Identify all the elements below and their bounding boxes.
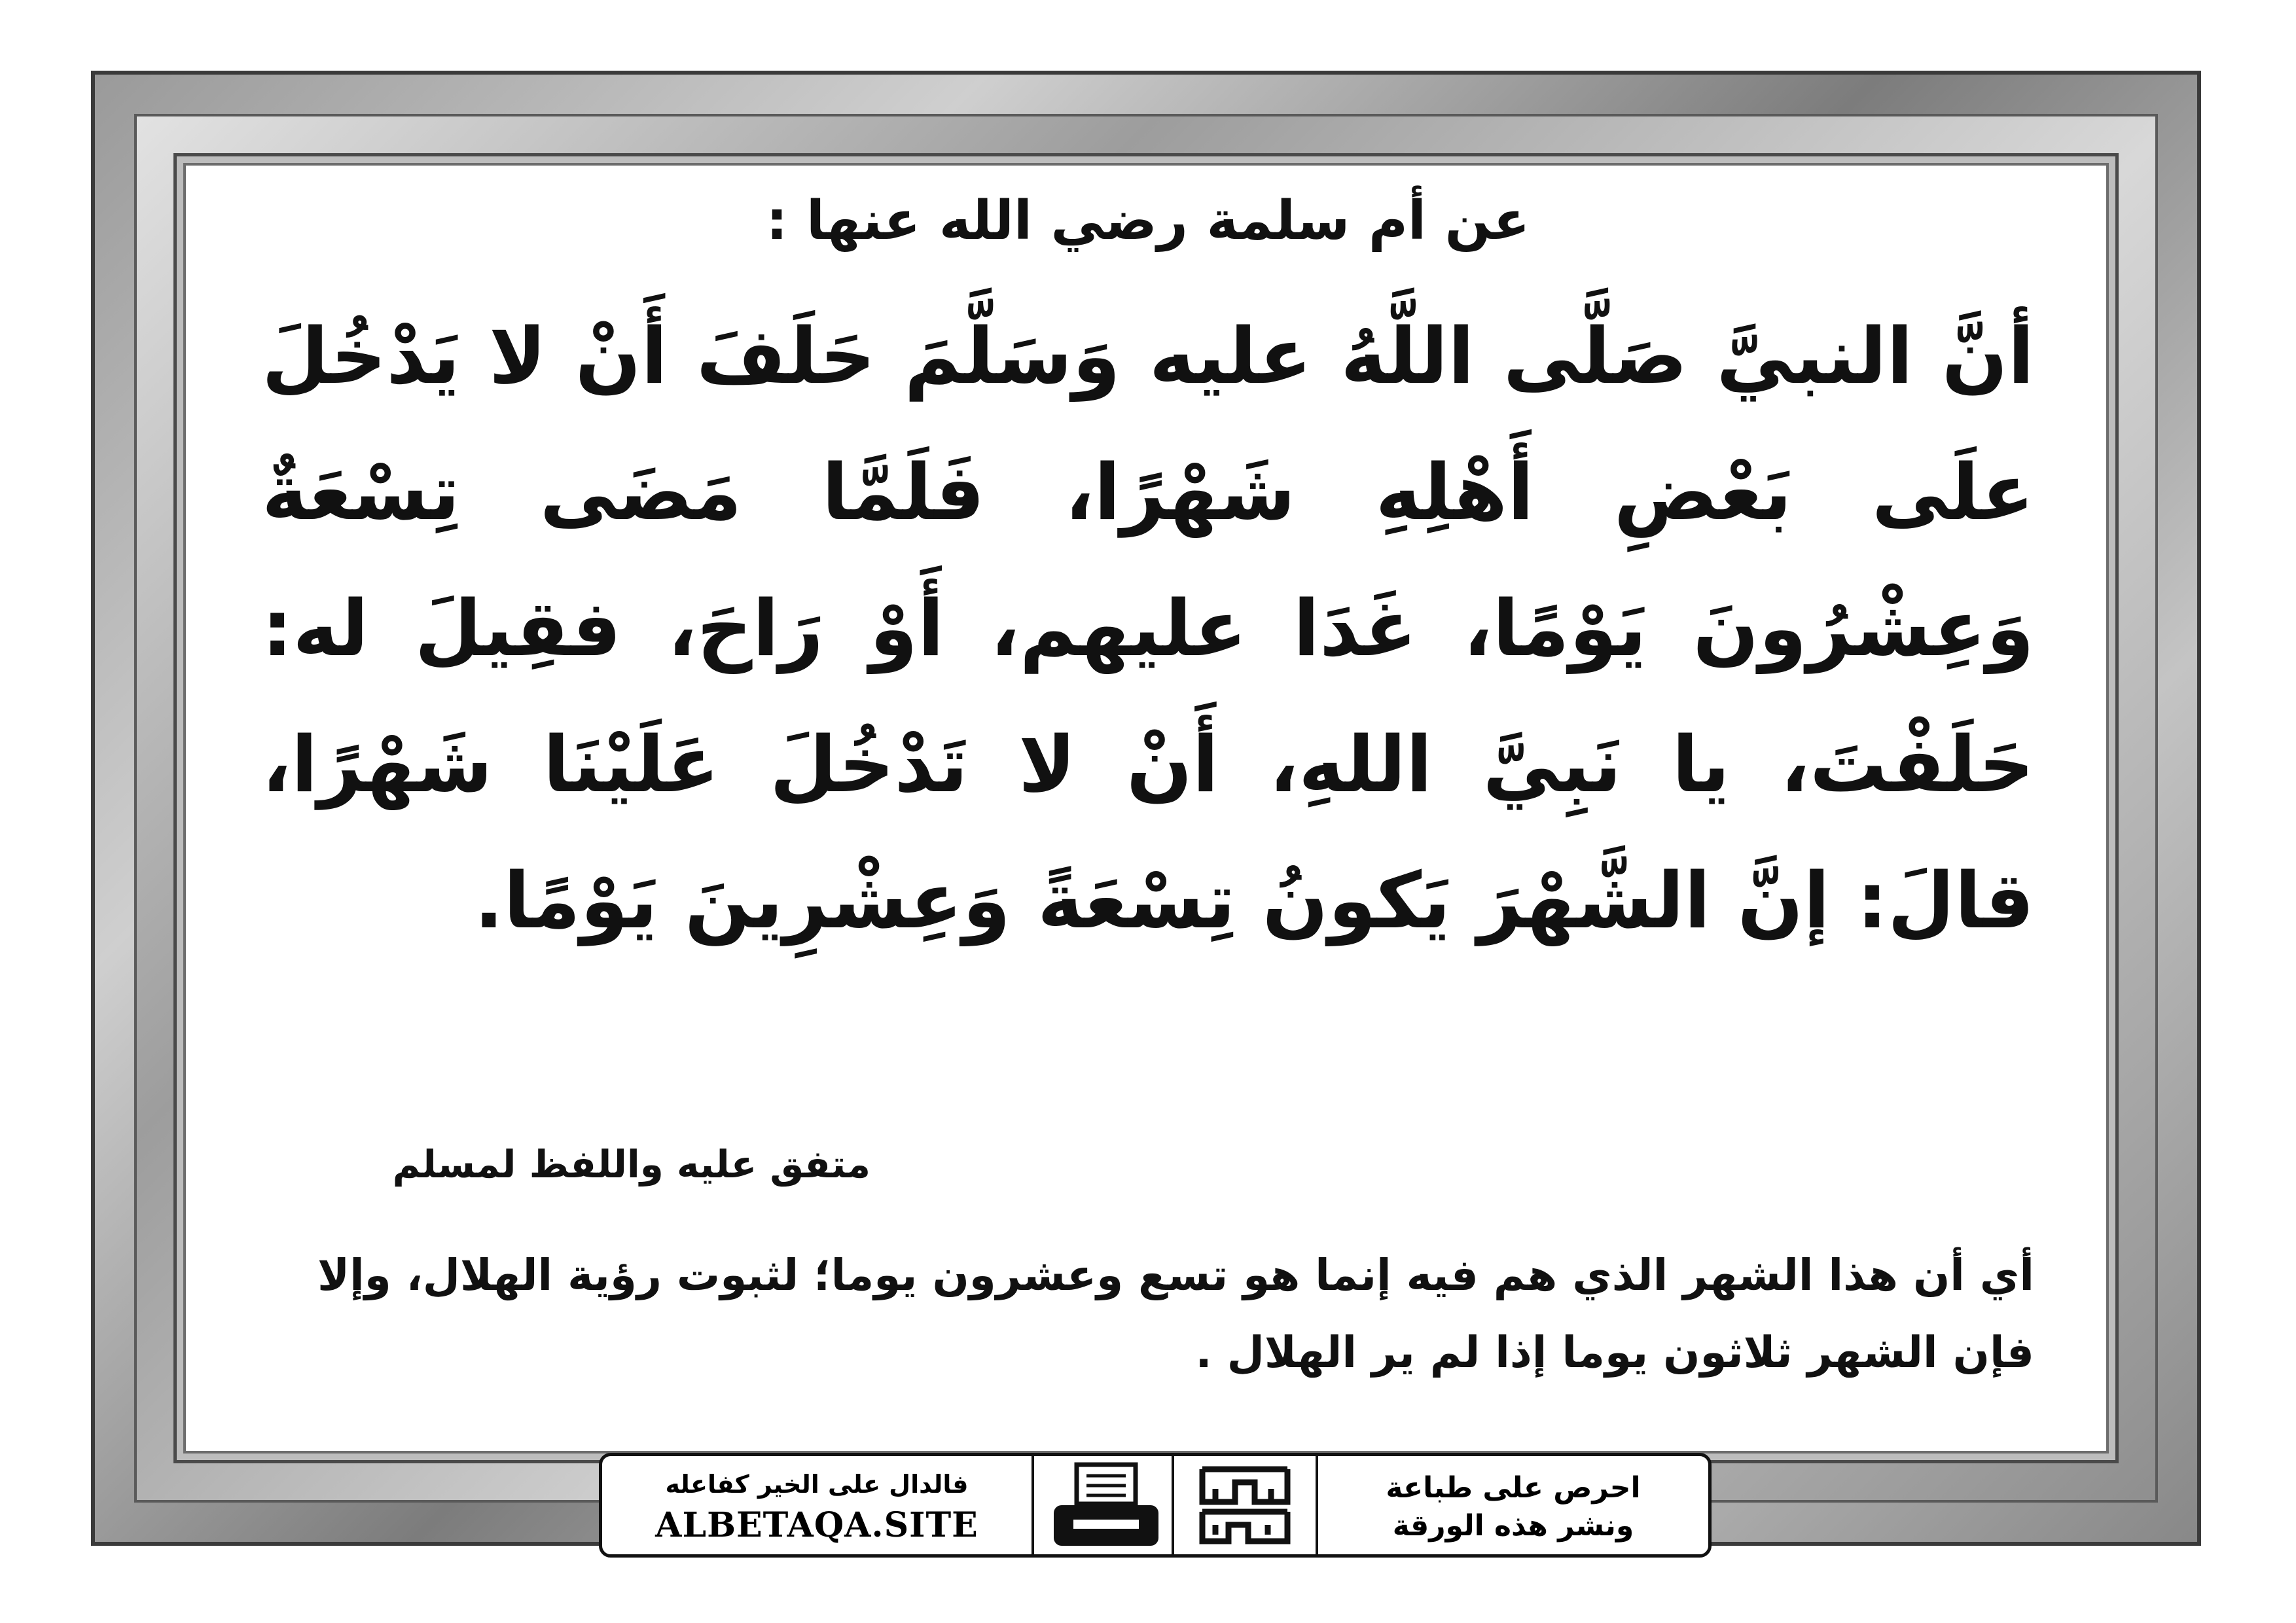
footer-site-link[interactable]: ALBETAQA.SITE [655, 1505, 978, 1545]
logo [1172, 1456, 1316, 1554]
hadith-source: متفق عليه واللفظ لمسلم [392, 1142, 870, 1186]
footer-print-line-1: احرص على طباعة [1386, 1471, 1641, 1505]
kufic-logo-icon [1196, 1463, 1294, 1548]
printer [1041, 1456, 1172, 1554]
explanation-text: أي أن هذا الشهر الذي هم فيه إنما هو تسع وعشرون يوما؛ لثبوت رؤية الهلال، وإلا فإن الشهر ثلاثون يوما إذا لم ير الهلال . [317, 1250, 2034, 1378]
printer-icon [1047, 1459, 1165, 1551]
footer-site-block [602, 1456, 1034, 1554]
footer-print-call [1316, 1456, 1708, 1554]
footer-tagline: فالدال على الخير كفاعله [665, 1470, 969, 1499]
footer-print-line-2: ونشر هذه الورقة [1392, 1509, 1634, 1543]
narrator-line: عن أم سلمة رضي الله عنها : [766, 190, 1530, 252]
hadith-text: أنَّ النبيَّ صَلَّى اللَّهُ عليه وَسَلَّمَ حَلَفَ أَنْ لا يَدْخُلَ علَى بَعْضِ أَهْلِهِ شَهْرًا، فَلَمَّا مَضَى تِسْعَةٌ وَعِشْرُونَ يَوْمًا، غَدَا عليهم، أَوْ رَاحَ، فقِيلَ له: حَلَفْتَ، يا نَبِيَّ اللهِ، أَنْ لا تَدْخُلَ عَلَيْنَا شَهْرًا، قالَ: إنَّ الشَّهْرَ يَكونُ تِسْعَةً وَعِشْرِينَ يَوْمًا. [262, 311, 2034, 946]
footer-bar [599, 1453, 1712, 1558]
